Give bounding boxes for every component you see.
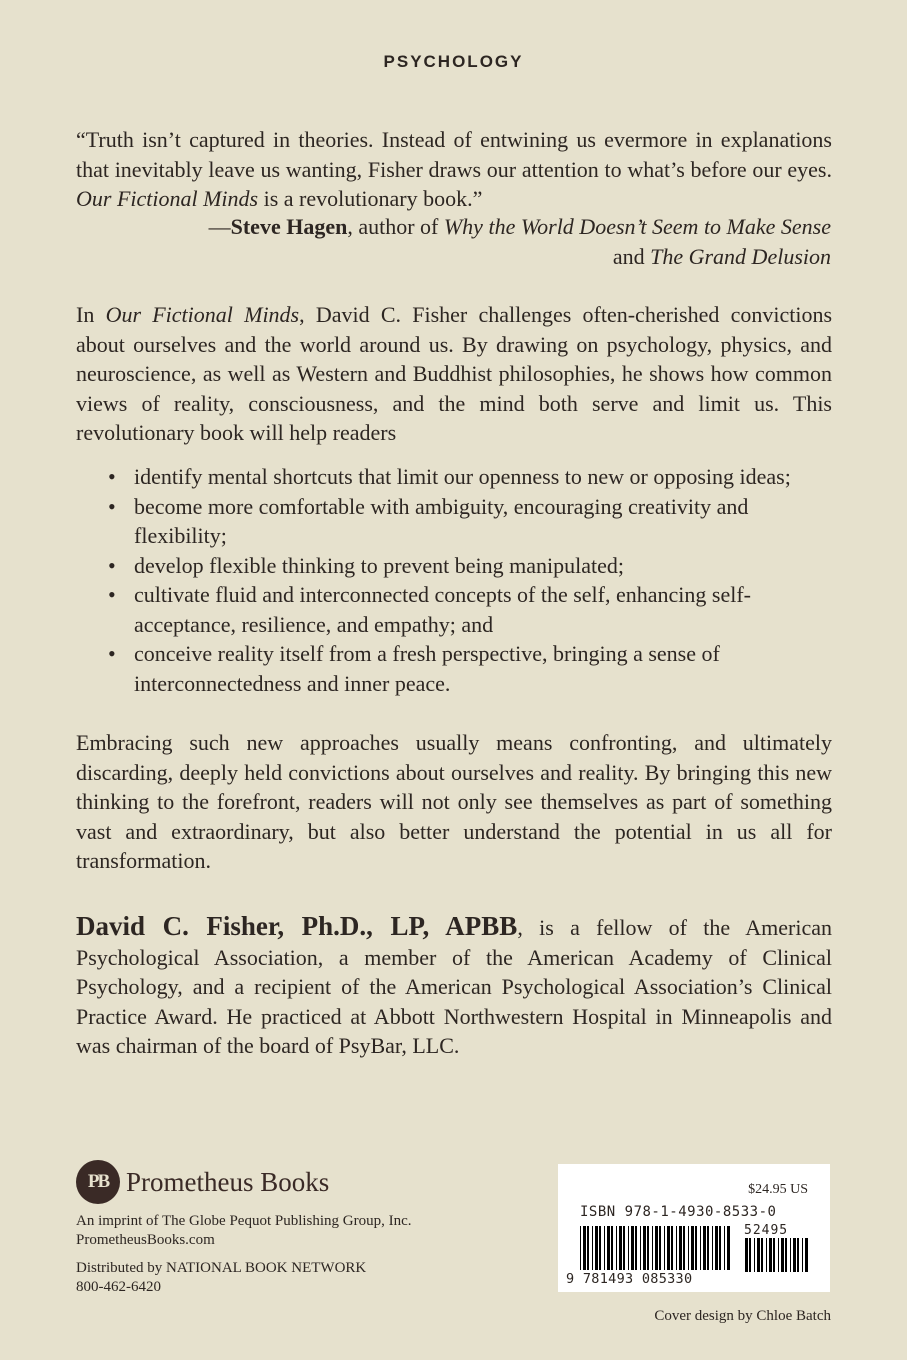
barcode-bar	[595, 1226, 598, 1270]
barcode-bar	[683, 1226, 685, 1270]
addon-bar	[793, 1238, 796, 1272]
barcode-bar	[619, 1226, 622, 1270]
addon-bar	[802, 1238, 803, 1272]
barcode-bar	[628, 1226, 629, 1270]
list-item: • develop flexible thinking to prevent being manipulated;	[108, 551, 808, 581]
endorsement-quote	[76, 125, 832, 214]
barcode-bar	[691, 1226, 694, 1270]
barcode-bar	[655, 1226, 658, 1270]
addon-bar	[766, 1238, 767, 1272]
barcode-bar	[715, 1226, 718, 1270]
barcode-panel	[558, 1164, 830, 1292]
distributor-phone: 800-462-6420	[76, 1279, 161, 1295]
publisher-imprint-block	[76, 1212, 496, 1250]
barcode-bar	[688, 1226, 689, 1270]
addon-bar	[805, 1238, 808, 1272]
distributor-name: Distributed by NATIONAL BOOK NETWORK	[76, 1260, 367, 1276]
barcode-bar	[623, 1226, 625, 1270]
addon-bar	[749, 1238, 751, 1272]
intro-paragraph	[76, 300, 832, 448]
addon-bar	[745, 1238, 748, 1272]
benefit-list	[108, 462, 808, 698]
barcode-bar	[676, 1226, 677, 1270]
publisher-name: Prometheus Books	[126, 1166, 330, 1197]
barcode-bar	[664, 1226, 665, 1270]
intro-prefix: In	[76, 302, 106, 327]
publisher-logo	[76, 1160, 329, 1204]
barcode-bar	[580, 1226, 581, 1270]
category-label: PSYCHOLOGY	[383, 52, 524, 71]
barcode-bar	[700, 1226, 701, 1270]
endorser-book-1: Why the World Doesn’t Seem to Make Sense	[443, 214, 831, 239]
quote-text-end: is a revolutionary book.”	[258, 186, 483, 211]
list-item: • become more comfortable with ambiguity, encouraging creativity and flexibility;	[108, 492, 808, 551]
bio-text: , is a fellow of the American Psychological Association, a member of the American Academy of Clinical Psychology, and a recipient of the American Psychological Association’s Clinical Practice Award. He practiced at Abbott Northwestern Hospital in Minneapolis and was chairman of the board of PsyBar, LLC.	[76, 915, 832, 1058]
quote-attribution	[75, 212, 831, 271]
addon-bar	[754, 1238, 755, 1272]
barcode-bar	[640, 1226, 641, 1270]
addon-bar	[781, 1238, 784, 1272]
quote-book-title: Our Fictional Minds	[76, 186, 259, 211]
quote-text: “Truth isn’t captured in theories. Instead of entwining us evermore in explanations that inevitably leave us wanting, Fisher draws our attention to what’s before our eyes.	[76, 127, 832, 182]
cover-credit: Cover design by Chloe Batch	[654, 1308, 831, 1324]
author-bio	[76, 912, 832, 1061]
closing-paragraph: Embracing such new approaches usually means confronting, and ultimately discarding, deeply held convictions about ourselves and reality. By bringing this new thinking to the forefront, readers will not only see themselves as part of something vast and extraordinary, but also better understand the potential in us all for transformation.	[76, 730, 832, 873]
barcode-bar	[727, 1226, 730, 1270]
publisher-logo-mark: PB	[76, 1160, 120, 1204]
barcode-bar	[587, 1226, 589, 1270]
intro-text: , David C. Fisher challenges often-cherished convictions about ourselves and the world around us. By drawing on psychology, physics, and neuroscience, as well as Western and Buddhist philosophies, he shows how common views of reality, consciousness, and the mind both serve and limit us. This revolutionary book will help readers	[76, 302, 833, 445]
addon-bar	[790, 1238, 791, 1272]
endorser-role: , author of	[347, 214, 444, 239]
barcode-bar	[583, 1226, 586, 1270]
author-name: David C. Fisher, Ph.D., LP, APBB	[76, 911, 518, 941]
barcode-bar	[631, 1226, 634, 1270]
barcode-image	[580, 1226, 810, 1274]
barcode-bar	[635, 1226, 637, 1270]
addon-bar	[785, 1238, 787, 1272]
attribution-dash: —	[208, 214, 231, 239]
intro-book-title: Our Fictional Minds	[105, 302, 300, 327]
list-item: • identify mental shortcuts that limit our openness to new or opposing ideas;	[108, 462, 808, 492]
endorser-name: Steve Hagen	[230, 214, 348, 239]
barcode-bar	[671, 1226, 673, 1270]
barcode-bar	[724, 1226, 725, 1270]
barcode-bar	[599, 1226, 601, 1270]
addon-bar	[773, 1238, 775, 1272]
barcode-bar	[712, 1226, 713, 1270]
addon-bar	[797, 1238, 799, 1272]
addon-bar	[778, 1238, 779, 1272]
publisher-website: PrometheusBooks.com	[76, 1232, 215, 1248]
barcode-bar	[604, 1226, 605, 1270]
addon-code: 52495	[744, 1223, 789, 1238]
barcode-bar	[679, 1226, 682, 1270]
addon-bar	[757, 1238, 760, 1272]
barcode-bar	[616, 1226, 617, 1270]
addon-bar	[769, 1238, 772, 1272]
barcode-bar	[659, 1226, 661, 1270]
price-label: $24.95 US	[748, 1182, 808, 1197]
isbn-label: ISBN 978-1-4930-8533-0	[580, 1204, 777, 1220]
publisher-imprint: An imprint of The Globe Pequot Publishing Group, Inc.	[76, 1213, 412, 1229]
distributor-block	[76, 1259, 496, 1297]
barcode-bar	[695, 1226, 697, 1270]
list-item: • cultivate fluid and interconnected concepts of the self, enhancing self-acceptance, resilience, and empathy; and	[108, 580, 808, 639]
attribution-and: and	[612, 243, 651, 269]
barcode-bar	[611, 1226, 613, 1270]
barcode-bar	[667, 1226, 670, 1270]
barcode-bar	[643, 1226, 646, 1270]
barcode-bar	[707, 1226, 709, 1270]
barcode-bar	[607, 1226, 610, 1270]
barcode-bar	[647, 1226, 649, 1270]
barcode-bar	[719, 1226, 721, 1270]
endorser-book-2: The Grand Delusion	[650, 243, 831, 269]
barcode-digits: 9 781493 085330	[566, 1271, 693, 1287]
list-item: • conceive reality itself from a fresh perspective, bringing a sense of interconnectedness and inner peace.	[108, 639, 808, 698]
barcode-bar	[703, 1226, 706, 1270]
barcode-bar	[652, 1226, 653, 1270]
barcode-bar	[592, 1226, 593, 1270]
addon-bar	[761, 1238, 763, 1272]
